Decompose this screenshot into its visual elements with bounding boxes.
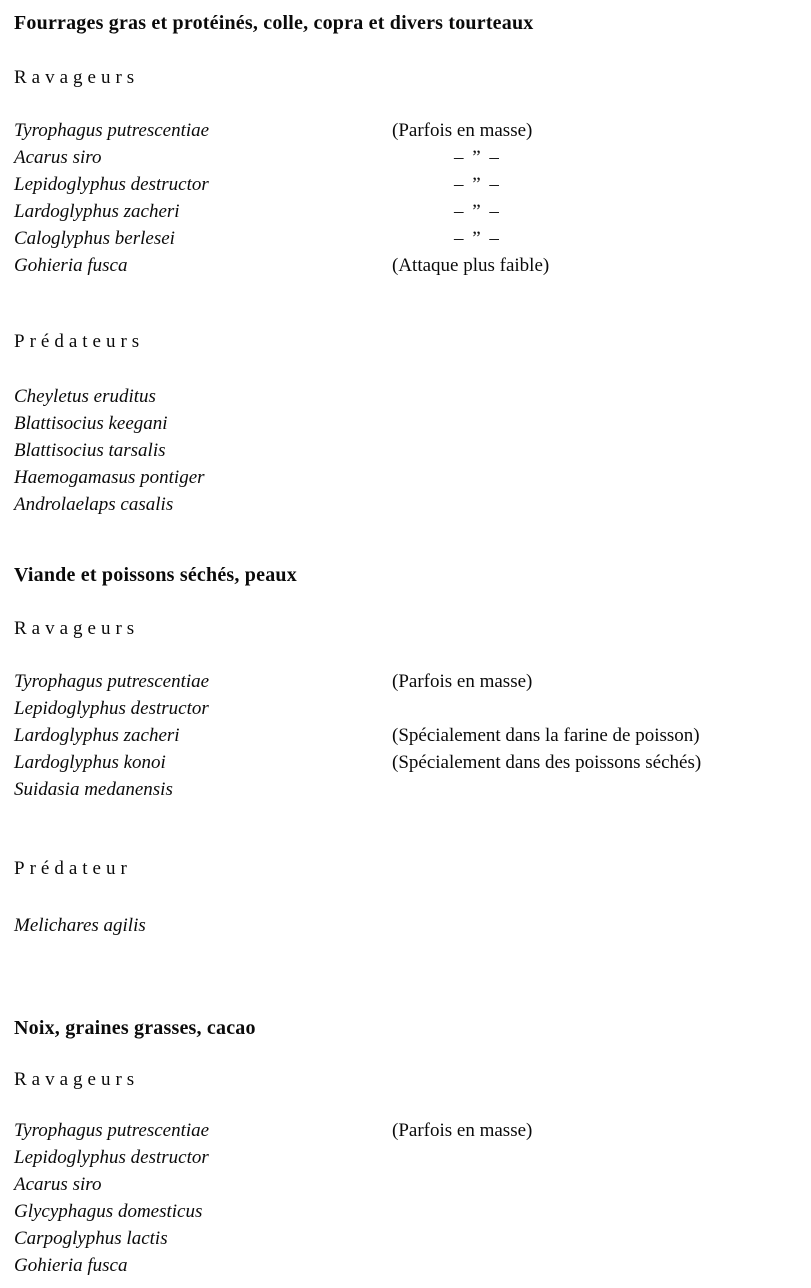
species-name: Lepidoglyphus destructor (14, 1147, 209, 1168)
species-row (14, 1144, 811, 1171)
species-row (14, 437, 811, 464)
species-row (14, 410, 811, 437)
species-name: Acarus siro (14, 1174, 102, 1195)
species-name: Blattisocius keegani (14, 413, 168, 434)
species-note: (Parfois en masse) (392, 1120, 533, 1141)
ditto-mark: – ” – (454, 147, 501, 168)
species-list (14, 117, 811, 279)
species-note: (Attaque plus faible) (392, 255, 550, 276)
ditto-mark: – ” – (454, 174, 501, 195)
species-row (14, 776, 811, 803)
group-heading-predateur-2: Prédateur (14, 858, 132, 879)
species-row (14, 1117, 811, 1144)
species-name: Lardoglyphus zacheri (14, 725, 180, 746)
group-heading-ravageurs-1: Ravageurs (14, 67, 140, 88)
species-row (14, 198, 811, 225)
species-note: (Spécialement dans la farine de poisson) (392, 725, 700, 746)
species-name: Acarus siro (14, 147, 102, 168)
species-list (14, 1117, 811, 1279)
species-name: Lepidoglyphus destructor (14, 174, 209, 195)
group-heading-ravageurs-2: Ravageurs (14, 618, 140, 639)
species-name: Lepidoglyphus destructor (14, 698, 209, 719)
species-row (14, 171, 811, 198)
species-name: Glycyphagus domesticus (14, 1201, 203, 1222)
species-list (14, 912, 811, 939)
species-row (14, 912, 811, 939)
species-name: Gohieria fusca (14, 1255, 128, 1276)
species-name: Haemogamasus pontiger (14, 467, 205, 488)
species-list (14, 383, 811, 518)
species-row (14, 668, 811, 695)
species-note: (Spécialement dans des poissons séchés) (392, 752, 702, 773)
species-row (14, 117, 811, 144)
species-name: Androlaelaps casalis (14, 494, 174, 515)
species-row (14, 1171, 811, 1198)
species-row (14, 491, 811, 518)
species-name: Caloglyphus berlesei (14, 228, 175, 249)
group-heading-predateurs-1: Prédateurs (14, 331, 145, 352)
species-row (14, 383, 811, 410)
species-name: Gohieria fusca (14, 255, 128, 276)
species-name: Blattisocius tarsalis (14, 440, 166, 461)
species-name: Lardoglyphus konoi (14, 752, 166, 773)
species-name: Tyrophagus putrescentiae (14, 671, 210, 692)
species-row (14, 722, 811, 749)
species-row (14, 225, 811, 252)
species-name: Lardoglyphus zacheri (14, 201, 180, 222)
species-name: Tyrophagus putrescentiae (14, 120, 210, 141)
species-name: Carpoglyphus lactis (14, 1228, 168, 1249)
section-title-fourrages: Fourrages gras et protéinés, colle, copra et divers tourteaux (14, 12, 534, 34)
species-name: Tyrophagus putrescentiae (14, 1120, 210, 1141)
ditto-mark: – ” – (454, 201, 501, 222)
species-note: (Parfois en masse) (392, 671, 533, 692)
species-row (14, 464, 811, 491)
species-row (14, 252, 811, 279)
species-row (14, 1252, 811, 1279)
species-row (14, 749, 811, 776)
species-row (14, 1198, 811, 1225)
species-name: Cheyletus eruditus (14, 386, 156, 407)
species-list (14, 668, 811, 803)
species-row (14, 1225, 811, 1252)
species-row (14, 695, 811, 722)
ditto-mark: – ” – (454, 228, 501, 249)
section-title-viande: Viande et poissons séchés, peaux (14, 564, 297, 586)
species-note: (Parfois en masse) (392, 120, 533, 141)
species-row (14, 144, 811, 171)
species-name: Melichares agilis (14, 915, 146, 936)
species-name: Suidasia medanensis (14, 779, 173, 800)
group-heading-ravageurs-3: Ravageurs (14, 1069, 140, 1090)
section-title-noix: Noix, graines grasses, cacao (14, 1017, 256, 1039)
